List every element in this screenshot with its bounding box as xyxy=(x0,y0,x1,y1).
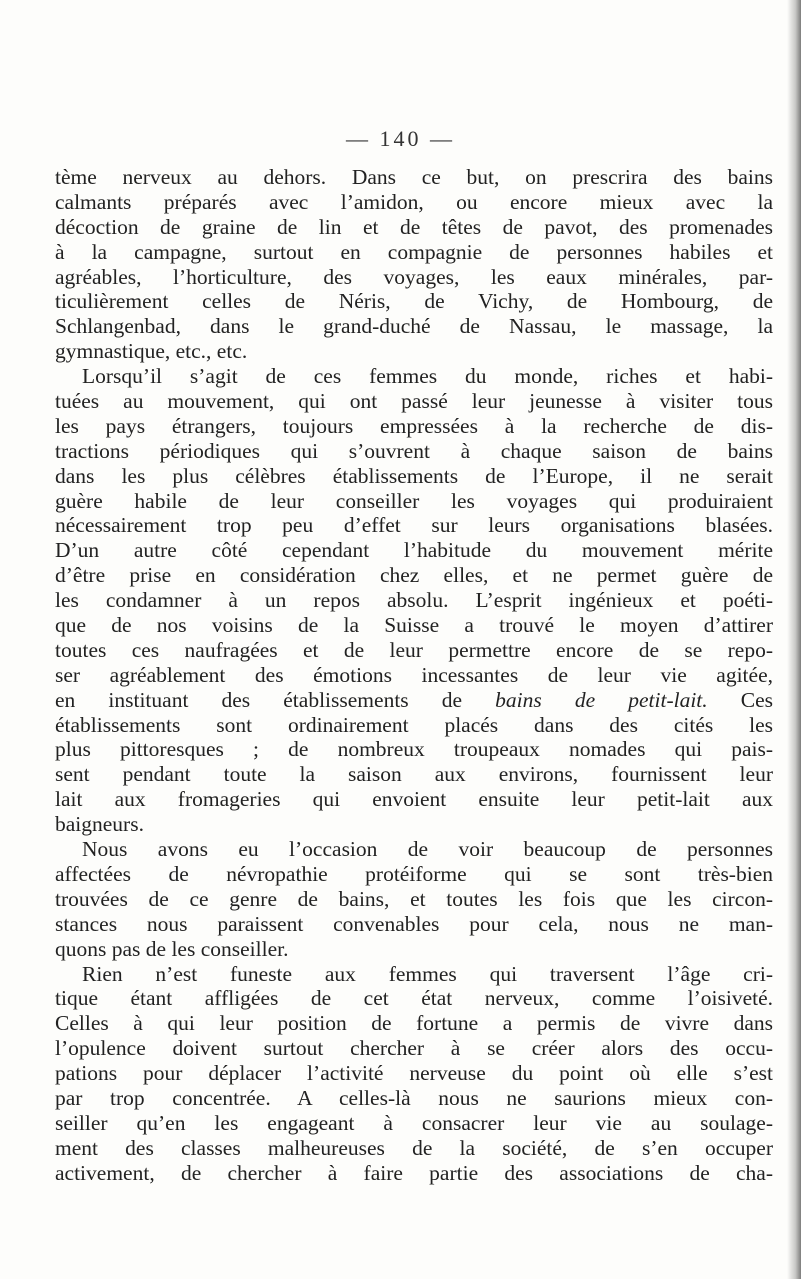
text-line: Lorsqu’il s’agit de ces femmes du monde, riches et habi- xyxy=(82,364,773,389)
text-line: quons pas de les conseiller. xyxy=(55,936,289,961)
text-line: lait aux fromageries qui envoient ensuite leur petit-lait aux xyxy=(55,787,773,812)
text-line: Celles à qui leur position de fortune a permis de vivre dans xyxy=(55,1011,773,1036)
italic-term: bains de petit-lait. xyxy=(495,687,708,712)
text-line: guère habile de leur conseiller les voyages qui produiraient xyxy=(55,488,773,513)
text-line: dans les plus célèbres établissements de l’Europe, il ne serait xyxy=(55,463,773,488)
text-line: trouvées de ce genre de bains, et toutes les fois que les circon- xyxy=(55,886,773,911)
text-line: ticulièrement celles de Néris, de Vichy, de Hombourg, de xyxy=(55,289,773,314)
text-line: Rien n’est funeste aux femmes qui traversent l’âge cri- xyxy=(82,961,773,986)
text-line: tème nerveux au dehors. Dans ce but, on prescrira des bains xyxy=(55,165,773,189)
text-line: sent pendant toute la saison aux environs, fournissent leur xyxy=(55,762,773,787)
text-line: calmants préparés avec l’amidon, ou encore mieux avec la xyxy=(55,189,773,214)
text-line: par trop concentrée. A celles-là nous ne saurions mieux con- xyxy=(55,1085,773,1110)
text-line: activement, de chercher à faire partie des associations de cha- xyxy=(55,1160,773,1185)
page-edge-shadow xyxy=(787,0,801,1279)
text-line: décoction de graine de lin et de têtes de pavot, des promenades xyxy=(55,214,773,239)
text-line: pations pour déplacer l’activité nerveuse du point où elle s’est xyxy=(55,1061,773,1086)
text-line: seiller qu’en les engageant à consacrer leur vie au soulage- xyxy=(55,1110,773,1135)
text-line: stances nous paraissent convenables pour cela, nous ne man- xyxy=(55,911,773,936)
text-line: D’un autre côté cependant l’habitude du mouvement mérite xyxy=(55,538,773,563)
text-line: tique étant affligées de cet état nerveux, comme l’oisiveté. xyxy=(55,986,773,1011)
text-line: d’être prise en considération chez elles, et ne permet guère de xyxy=(55,563,773,588)
text-line: plus pittoresques ; de nombreux troupeaux nomades qui pais- xyxy=(55,737,773,762)
text-line: tuées au mouvement, qui ont passé leur jeunesse à visiter tous xyxy=(55,389,773,414)
text-line: baigneurs. xyxy=(55,812,144,837)
page-number: — 140 — xyxy=(346,126,455,151)
text-line: affectées de névropathie protéiforme qui se sont très-bien xyxy=(55,861,773,886)
text-line: gymnastique, etc., etc. xyxy=(55,339,248,364)
page-body xyxy=(55,165,773,1186)
text-line: Nous avons eu l’occasion de voir beaucoup de personnes xyxy=(82,837,773,862)
text-line: agréables, l’horticulture, des voyages, les eaux minérales, par- xyxy=(55,264,773,289)
text-fragment: en instituant des établissements de xyxy=(55,687,463,712)
text-line: ser agréablement des émotions incessantes de leur vie agitée, xyxy=(55,662,773,687)
text-line xyxy=(55,688,773,713)
text-line: que de nos voisins de la Suisse a trouvé le moyen d’attirer xyxy=(55,613,773,638)
text-line: Schlangenbad, dans le grand-duché de Nassau, le massage, la xyxy=(55,314,773,339)
text-line: ment des classes malheureuses de la société, de s’en occuper xyxy=(55,1135,773,1160)
text-line: toutes ces naufragées et de leur permettre encore de se repo- xyxy=(55,637,773,662)
text-fragment: Ces xyxy=(740,687,773,712)
text-line: à la campagne, surtout en compagnie de personnes habiles et xyxy=(55,239,773,264)
text-line: tractions périodiques qui s’ouvrent à chaque saison de bains xyxy=(55,438,773,463)
text-line: nécessairement trop peu d’effet sur leurs organisations blasées. xyxy=(55,513,773,538)
text-line: les condamner à un repos absolu. L’esprit ingénieux et poéti- xyxy=(55,588,773,613)
text-line: les pays étrangers, toujours empressées à la recherche de dis- xyxy=(55,413,773,438)
text-line: l’opulence doivent surtout chercher à se créer alors des occu- xyxy=(55,1036,773,1061)
text-line: établissements sont ordinairement placés dans des cités les xyxy=(55,712,773,737)
